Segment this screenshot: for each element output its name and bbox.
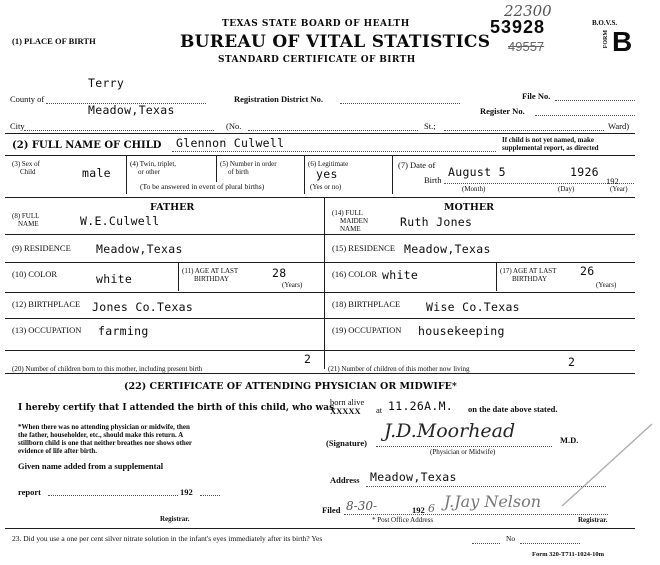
street-label: St.;: [424, 121, 436, 131]
father-occupation-label: (13) OCCUPATION: [12, 325, 82, 335]
ward-label: Ward): [608, 121, 630, 131]
bureau-title: BUREAU OF VITAL STATISTICS: [180, 32, 491, 52]
father-heading: FATHER: [150, 202, 195, 213]
silver-nitrate-question: 23. Did you use a one per cent silver nitrate solution in the infant's eyes immediately after its birth? Yes: [12, 534, 323, 543]
registrar-signature: J.Jay Nelson: [444, 492, 542, 511]
children-living-value: 2: [568, 355, 576, 369]
given-name-text: Given name added from a supplemental: [18, 461, 164, 471]
silver-nitrate-no: No: [506, 534, 516, 543]
year-caption: (Year): [610, 185, 628, 193]
father-color-label: (10) COLOR: [12, 269, 58, 279]
filed-year-end: 6: [428, 502, 435, 515]
yes-no-caption: (Yes or no): [310, 183, 342, 191]
legitimate-value: yes: [316, 167, 338, 181]
children-born-value: 2: [304, 352, 312, 366]
report-registrar: Registrar.: [160, 515, 190, 523]
supplemental-note-2: supplemental report, as directed: [502, 144, 599, 152]
mother-age-value: 26: [580, 264, 595, 278]
mother-age-label-2: BIRTHDAY: [512, 275, 548, 283]
mother-years-caption: (Years): [596, 281, 617, 289]
father-name-label-1: (8) FULL: [12, 212, 40, 220]
physician-heading: (22) CERTIFICATE OF ATTENDING PHYSICIAN OR MIDWIFE*: [124, 381, 457, 392]
county-value: Terry: [88, 76, 125, 90]
report-year: 192: [180, 487, 193, 497]
filed-registrar: Registrar.: [578, 516, 608, 524]
report-label: report: [18, 487, 41, 497]
form-letter: B: [612, 26, 633, 57]
on-date-text: on the date above stated.: [468, 404, 558, 414]
twin-label-1: (4) Twin, triplet,: [130, 160, 177, 168]
month-caption: (Month): [462, 185, 486, 193]
children-born-label: (20) Number of children born to this mother, including present birth: [12, 365, 203, 373]
sex-value: male: [82, 166, 111, 180]
board-title: TEXAS STATE BOARD OF HEALTH: [222, 19, 410, 29]
signature-label: (Signature): [326, 438, 367, 448]
order-label-1: (5) Number in order: [220, 160, 277, 168]
handwritten-number: 22300: [504, 2, 552, 20]
filed-label: Filed: [322, 505, 341, 515]
mother-residence-label: (15) RESIDENCE: [332, 243, 396, 253]
stillborn-struck: XXXXX: [330, 406, 361, 416]
signature-caption: (Physician or Midwife): [430, 448, 496, 456]
mother-birthplace-value: Wise Co.Texas: [426, 300, 520, 314]
post-office-caption: * Post Office Address: [372, 516, 434, 524]
mother-color-label: (16) COLOR: [332, 269, 378, 279]
mother-occupation-label: (19) OCCUPATION: [332, 325, 402, 335]
father-name-value: W.E.Culwell: [80, 214, 160, 228]
father-residence-value: Meadow,Texas: [96, 242, 183, 256]
file-number-stamp: 53928: [490, 17, 546, 37]
filed-date: 8-30-: [346, 499, 378, 513]
supplemental-note-1: If child is not yet named, make: [502, 136, 594, 144]
father-years-caption: (Years): [282, 281, 303, 289]
mother-residence-value: Meadow,Texas: [404, 242, 491, 256]
midwife-note-4: evidence of life after birth.: [18, 447, 97, 455]
plural-note: (To be answered in event of plural births): [140, 182, 265, 191]
midwife-note-2: the father, householder, etc., should make this return. A: [18, 431, 184, 439]
date-of-birth-label: (7) Date of: [398, 160, 436, 170]
city-label: City: [10, 121, 25, 131]
mother-occupation-value: housekeeping: [418, 324, 505, 338]
physician-signature: J.D.Moorhead: [384, 420, 516, 442]
at-label: at: [376, 405, 383, 415]
county-label: County of: [10, 94, 45, 104]
birth-year-typed: 1926: [570, 165, 599, 179]
birth-time-value: 11.26A.M.: [388, 399, 454, 413]
mother-name-value: Ruth Jones: [400, 215, 473, 229]
twin-label-2: or other: [138, 168, 160, 176]
born-alive-text: born alive: [330, 397, 365, 407]
struck-number: 49557: [508, 39, 545, 54]
mother-name-label-1: (14) FULL: [332, 209, 363, 217]
midwife-note-3: stillborn child is one that neither breathes nor shows other: [18, 439, 193, 447]
father-occupation-value: farming: [98, 324, 149, 338]
father-birthplace-label: (12) BIRTHPLACE: [12, 299, 81, 309]
bovs-label: B.O.V.S.: [592, 19, 618, 27]
mother-name-label-2: MAIDEN: [340, 217, 368, 225]
filed-year: 192: [412, 505, 425, 515]
form-number: Form 320-T711-1024-10m: [532, 551, 605, 558]
mother-heading: MOTHER: [444, 202, 494, 213]
midwife-note-1: *When there was no attending physician or midwife, then: [18, 423, 190, 431]
children-living-label: (21) Number of children of this mother now living: [328, 365, 470, 373]
sex-label-2: Child: [20, 168, 36, 176]
father-age-label-1: (11) AGE AT LAST: [182, 267, 239, 275]
father-birthplace-value: Jones Co.Texas: [92, 300, 194, 314]
day-caption: (Day): [558, 185, 575, 193]
certificate-title: STANDARD CERTIFICATE OF BIRTH: [218, 55, 416, 65]
street-no-label: (No.: [226, 121, 242, 131]
file-no-label: File No.: [522, 91, 551, 101]
father-age-value: 28: [272, 266, 287, 280]
birth-month-day: August 5: [448, 165, 506, 179]
mother-color-value: white: [382, 268, 419, 282]
certify-text: I hereby certify that I attended the birth of this child, who was: [18, 403, 335, 413]
city-value: Meadow,Texas: [88, 103, 175, 117]
father-residence-label: (9) RESIDENCE: [12, 243, 71, 253]
full-name-value: Glennon Culwell: [176, 136, 285, 150]
form-label: FORM: [603, 30, 609, 49]
mother-age-label-1: (17) AGE AT LAST: [500, 267, 557, 275]
full-name-label: (2) FULL NAME OF CHILD: [12, 140, 162, 151]
sex-label-1: (3) Sex of: [12, 160, 40, 168]
address-label: Address: [330, 475, 360, 485]
order-label-2: of birth: [228, 168, 249, 176]
registration-district-label: Registration District No.: [234, 94, 323, 104]
year-prefix: 192: [606, 176, 619, 186]
birth-label: Birth: [424, 175, 442, 185]
address-value: Meadow,Texas: [370, 470, 457, 484]
pencil-stroke-mark: [560, 420, 656, 510]
place-of-birth-label: (1) PLACE OF BIRTH: [12, 36, 96, 46]
legitimate-label: (6) Legitimate: [308, 160, 349, 168]
father-name-label-2: NAME: [18, 220, 39, 228]
md-label: M.D.: [560, 435, 579, 445]
father-color-value: white: [96, 272, 133, 286]
mother-name-label-3: NAME: [340, 225, 361, 233]
register-no-label: Register No.: [480, 106, 525, 116]
father-age-label-2: BIRTHDAY: [194, 275, 230, 283]
mother-birthplace-label: (18) BIRTHPLACE: [332, 299, 401, 309]
